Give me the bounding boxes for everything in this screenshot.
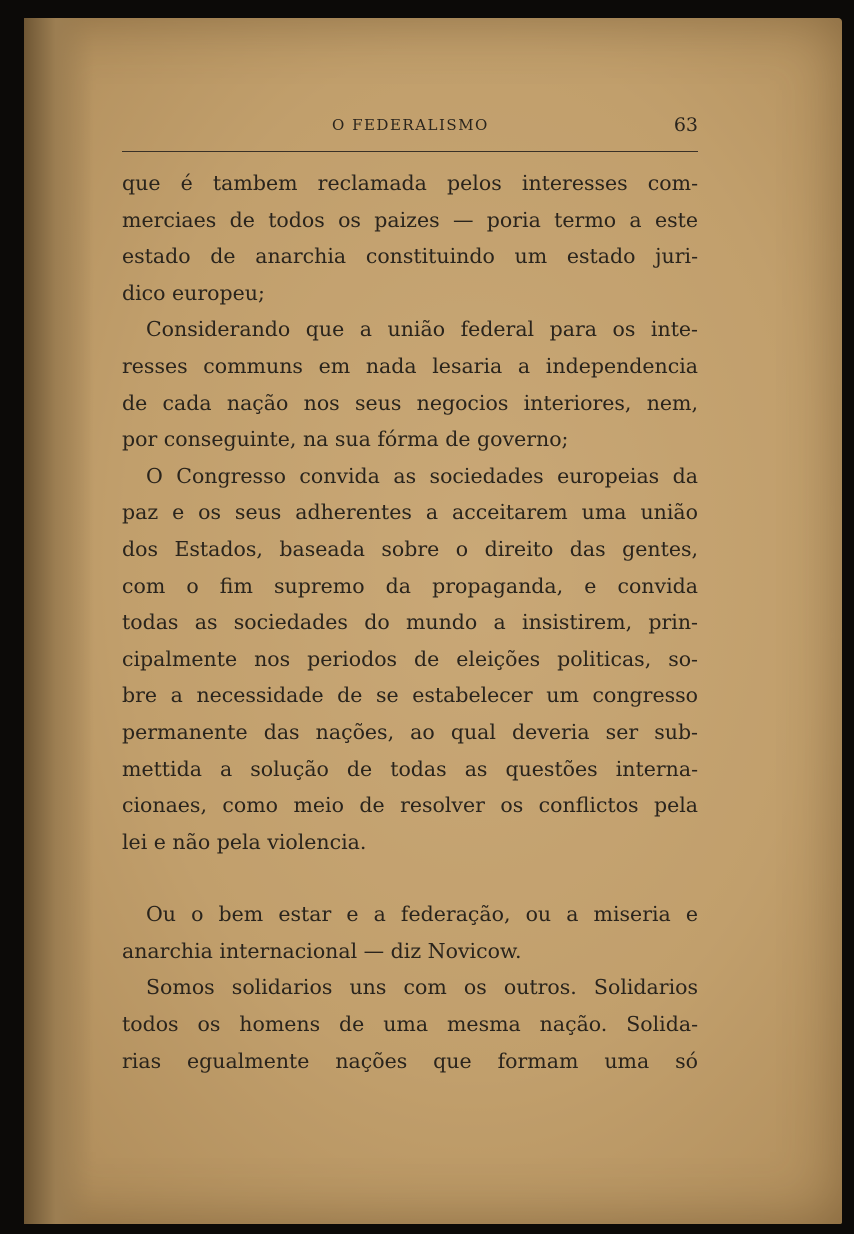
- body-text: [122, 165, 698, 1079]
- running-title: O FEDERALISMO: [332, 116, 489, 134]
- text-line: merciaes de todos os paizes — poria termo a este: [122, 207, 698, 232]
- page-number: 63: [673, 114, 698, 136]
- text-line: anarchia internacional — diz Novicow.: [122, 938, 522, 963]
- text-line: todas as sociedades do mundo a insistirem, prin-: [122, 610, 698, 635]
- text-line: de cada nação nos seus negocios interiores, nem,: [122, 390, 698, 415]
- paragraph-gap: [122, 860, 698, 896]
- text-line: lei e não pela violencia.: [122, 829, 367, 854]
- text-line: permanente das nações, ao qual deveria ser sub-: [122, 719, 698, 744]
- text-line: mettida a solução de todas as questões interna-: [122, 756, 698, 781]
- text-line: paz e os seus adherentes a acceitarem uma união: [122, 500, 698, 525]
- page-header: [122, 116, 698, 146]
- binding-edge: [24, 18, 94, 1224]
- text-line: dos Estados, baseada sobre o direito das gentes,: [122, 536, 698, 561]
- text-line: cionaes, como meio de resolver os conflictos pela: [122, 793, 698, 818]
- text-line: Somos solidarios uns com os outros. Solidarios: [146, 975, 698, 1000]
- text-line: por conseguinte, na sua fórma de governo;: [122, 427, 569, 452]
- text-line: bre a necessidade de se estabelecer um congresso: [122, 683, 698, 708]
- text-line: Considerando que a união federal para os inte-: [146, 317, 698, 342]
- text-line: rias egualmente nações que formam uma só: [122, 1048, 698, 1073]
- text-line: com o fim supremo da propaganda, e convida: [122, 573, 698, 598]
- text-line: dico europeu;: [122, 280, 265, 305]
- text-line: que é tambem reclamada pelos interesses com-: [122, 171, 698, 195]
- text-line: Ou o bem estar e a federação, ou a miseria e: [146, 902, 698, 927]
- text-line: estado de anarchia constituindo um estado juri-: [122, 244, 698, 269]
- text-line: todos os homens de uma mesma nação. Solida-: [122, 1012, 698, 1037]
- text-line: cipalmente nos periodos de eleições politicas, so-: [122, 646, 698, 671]
- text-line: O Congresso convida as sociedades europeias da: [146, 463, 698, 488]
- header-rule: [122, 151, 698, 152]
- text-line: resses communs em nada lesaria a independencia: [122, 353, 698, 378]
